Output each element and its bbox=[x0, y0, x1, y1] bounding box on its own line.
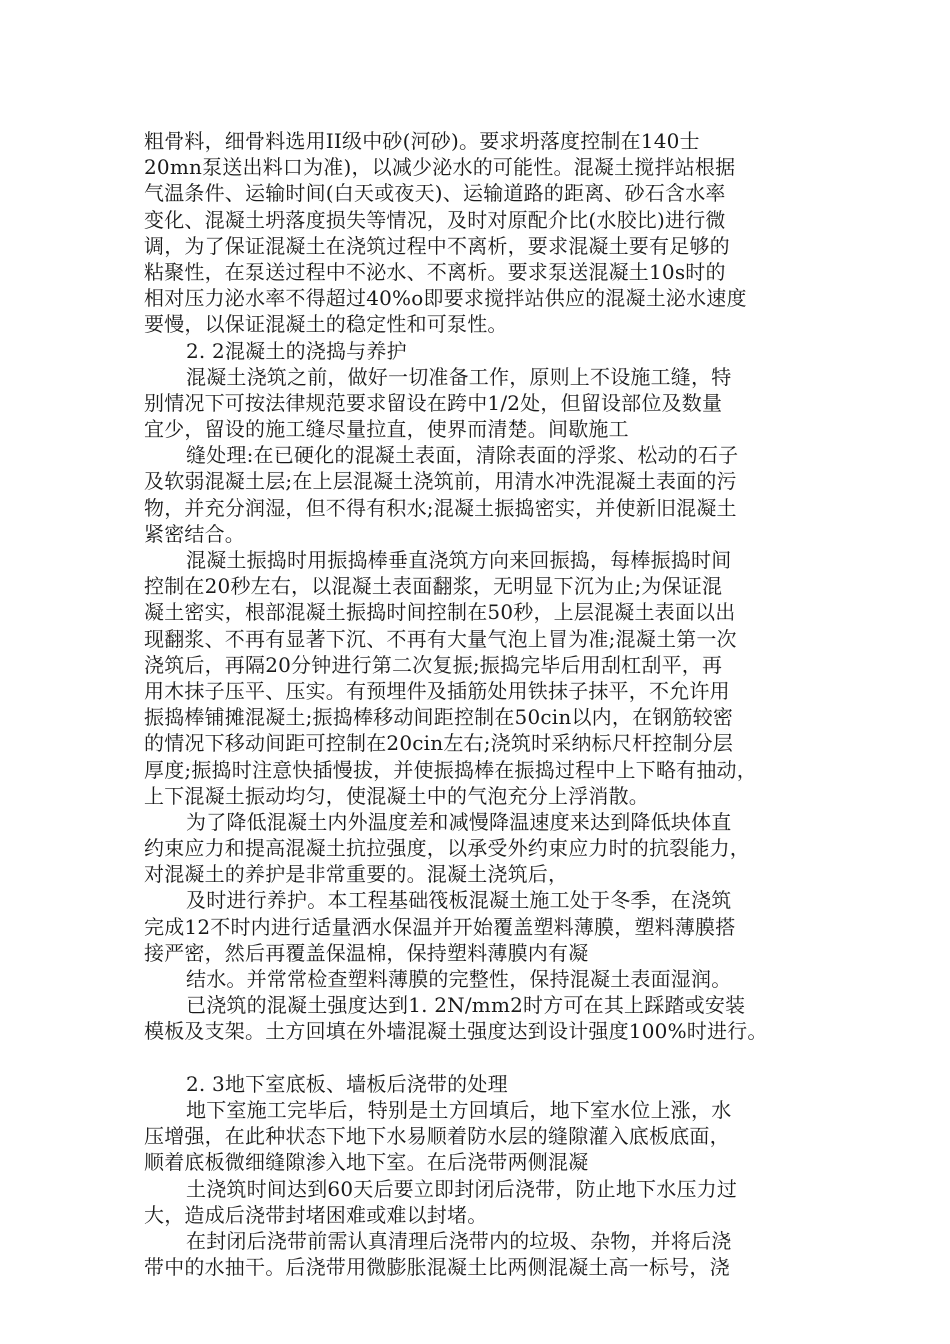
text-line: 地下室施工完毕后，特别是土方回填后，地下室水位上涨，水 bbox=[186, 1097, 732, 1122]
text-line: 在封闭后浇带前需认真清理后浇带内的垃圾、杂物，并将后浇 bbox=[186, 1228, 732, 1253]
text-line: 土浇筑时间达到60天后要立即封闭后浇带，防止地下水压力过 bbox=[186, 1176, 738, 1201]
text-line: 粘聚性，在泵送过程中不泌水、不离析。要求泵送混凝土10s时的 bbox=[144, 259, 726, 284]
text-line: 模板及支架。土方回填在外墙混凝土强度达到设计强度100%时进行。 bbox=[144, 1019, 768, 1044]
paragraph-gap bbox=[144, 1045, 816, 1071]
text-line: 气温条件、运输时间(白天或夜天)、运输道路的距离、砂石含水率 bbox=[144, 181, 726, 206]
text-line: 上下混凝土振动均匀，使混凝土中的气泡充分上浮消散。 bbox=[144, 783, 649, 808]
text-line: 物，并充分润湿，但不得有积水;混凝土振捣密实，并使新旧混凝土 bbox=[144, 495, 737, 520]
section-heading: 2. 3地下室底板、墙板后浇带的处理 bbox=[186, 1071, 508, 1096]
text-line: 及时进行养护。本工程基础筏板混凝土施工处于冬季，在浇筑 bbox=[186, 888, 732, 913]
text-line: 及软弱混凝土层;在上层混凝土浇筑前，用清水冲洗混凝土表面的污 bbox=[144, 469, 737, 494]
text-line: 的情况下移动间距可控制在20cin左右;浇筑时采纳标尺杆控制分层 bbox=[144, 731, 734, 756]
text-line: 相对压力泌水率不得超过40%o即要求搅拌站供应的混凝土泌水速度 bbox=[144, 286, 747, 311]
text-line: 压增强，在此种状态下地下水易顺着防水层的缝隙灌入底板底面， bbox=[144, 1124, 730, 1149]
text-line: 凝土密实，根部混凝土振捣时间控制在50秒，上层混凝土表面以出 bbox=[144, 600, 736, 625]
text-line: 缝处理:在已硬化的混凝土表面，清除表面的浮浆、松动的石子 bbox=[186, 443, 739, 468]
text-line: 为了降低混凝土内外温度差和减慢降温速度来达到降低块体直 bbox=[186, 809, 732, 834]
text-line: 对混凝土的养护是非常重要的。混凝土浇筑后， bbox=[144, 862, 569, 887]
text-line: 用木抹子压平、压实。有预埋件及插筋处用铁抹子抹平，不允许用 bbox=[144, 678, 730, 703]
text-line: 已浇筑的混凝土强度达到1. 2N/mm2时方可在其上踩踏或安装 bbox=[186, 993, 746, 1018]
text-line: 结水。并常常检查塑料薄膜的完整性，保持混凝土表面湿润。 bbox=[186, 967, 732, 991]
text-line: 带中的水抽干。后浇带用微膨胀混凝土比两侧混凝土高一标号，浇 bbox=[144, 1255, 730, 1280]
text-line: 要慢，以保证混凝土的稳定性和可泵性。 bbox=[144, 312, 508, 337]
text-line: 完成12不时内进行适量洒水保温并开始覆盖塑料薄膜，塑料薄膜搭 bbox=[144, 914, 736, 939]
text-line: 紧密结合。 bbox=[144, 521, 245, 546]
text-line: 调，为了保证混凝土在浇筑过程中不离析，要求混凝土要有足够的 bbox=[144, 233, 730, 258]
text-line: 粗骨料，细骨料选用II级中砂(河砂)。要求坍落度控制在140士 bbox=[144, 129, 700, 153]
text-line: 混凝土振捣时用振捣棒垂直浇筑方向来回振捣，每棒振捣时间 bbox=[186, 548, 732, 572]
text-line: 厚度;振捣时注意快插慢拔，并使振捣棒在振捣过程中上下略有抽动， bbox=[144, 757, 757, 782]
text-line: 控制在20秒左右，以混凝土表面翻浆，无明显下沉为止;为保证混 bbox=[144, 574, 723, 599]
body-text bbox=[144, 128, 816, 1280]
text-line: 混凝土浇筑之前，做好一切准备工作，原则上不设施工缝，特 bbox=[186, 364, 732, 389]
text-line: 现翻浆、不再有显著下沉、不再有大量气泡上冒为准;混凝土第一次 bbox=[144, 626, 737, 651]
text-line: 20mn泵送出料口为准)，以减少泌水的可能性。混凝土搅拌站根据 bbox=[144, 155, 736, 180]
text-line: 接严密，然后再覆盖保温棉，保持塑料薄膜内有凝 bbox=[144, 940, 589, 965]
text-line: 别情况下可按法律规范要求留设在跨中1/2处，但留设部位及数量 bbox=[144, 390, 723, 415]
text-line: 宜少，留设的施工缝尽量拉直，使界而清楚。间歇施工 bbox=[144, 417, 629, 442]
text-line: 大，造成后浇带封堵困难或难以封堵。 bbox=[144, 1202, 488, 1227]
section-heading: 2. 2混凝土的浇捣与养护 bbox=[186, 338, 407, 363]
text-line: 变化、混凝土坍落度损失等情况，及时对原配介比(水胶比)进行微 bbox=[144, 207, 726, 232]
text-line: 浇筑后，再隔20分钟进行第二次复振;振捣完毕后用刮杠刮平，再 bbox=[144, 652, 723, 677]
text-line: 振捣棒铺摊混凝土;振捣棒移动间距控制在50cin以内，在钢筋较密 bbox=[144, 705, 734, 730]
text-line: 约束应力和提高混凝土抗拉强度，以承受外约束应力时的抗裂能力， bbox=[144, 836, 750, 861]
text-line: 顺着底板微细缝隙渗入地下室。在后浇带两侧混凝 bbox=[144, 1150, 589, 1175]
